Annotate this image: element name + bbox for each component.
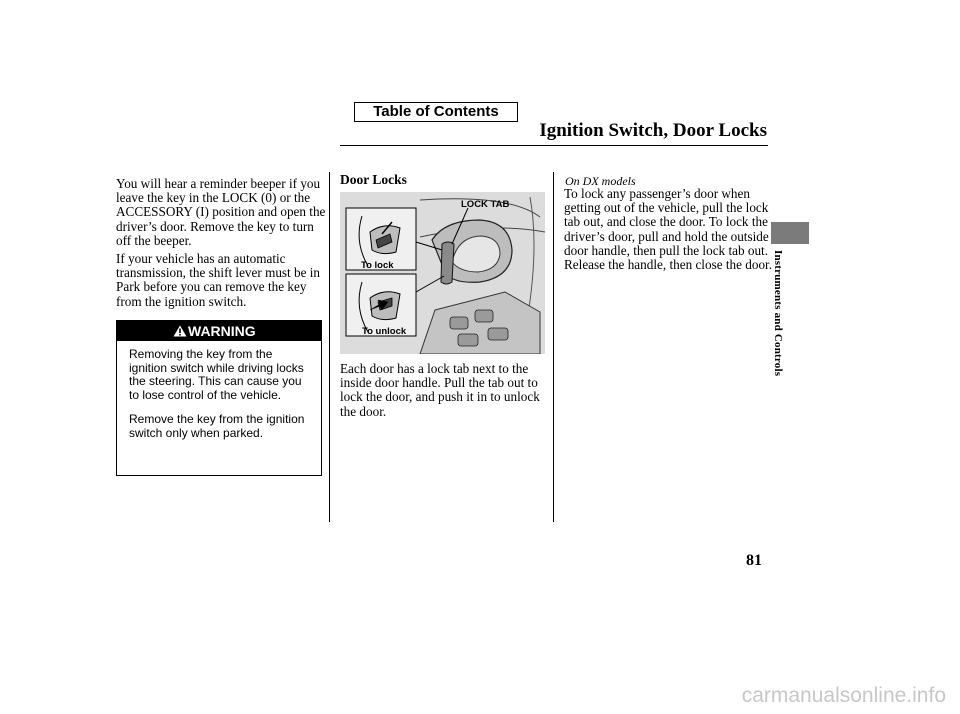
warning-body: [117, 341, 321, 441]
watermark: carmanualsonline.info: [741, 684, 946, 707]
warning-text-parked: Remove the key from the ignition switch only when parked.: [129, 412, 305, 440]
door-locks-heading: Door Locks: [340, 172, 407, 187]
model-note: On DX models: [565, 174, 636, 188]
warning-text-steering: Removing the key from the ignition switch while driving locks the steering. This can cause you to lose control of the vehicle.: [129, 347, 304, 402]
section-tab: [771, 222, 809, 244]
reminder-beeper-paragraph: You will hear a reminder beeper if you leave the key in the LOCK (0) or the ACCESSORY (I) position and open the driver’s door. Remove the key to turn off the beeper.: [116, 176, 326, 248]
section-side-text: Instruments and Controls: [772, 250, 784, 377]
header-rule: [340, 145, 768, 146]
door-lock-tab-paragraph: Each door has a lock tab next to the inside door handle. Pull the tab out to lock the door, and push it in to unlock the door.: [340, 361, 540, 419]
page-title: Ignition Switch, Door Locks: [539, 120, 767, 141]
page-number: 81: [746, 552, 762, 569]
to-lock-label: To lock: [361, 260, 394, 271]
table-of-contents-button[interactable]: Table of Contents: [354, 102, 518, 122]
door-lock-figure: [340, 192, 545, 354]
warning-header: [117, 321, 321, 341]
passenger-door-paragraph: To lock any passenger’s door when getting out of the vehicle, pull the lock tab out, and close the door. To lock the driver’s door, pull and hold the outside door handle, then pull the lock tab out. Release the handle, then close the door.: [564, 186, 772, 273]
warning-label: WARNING: [188, 323, 256, 339]
warning-box: [116, 320, 322, 476]
lock-tab-label: LOCK TAB: [461, 199, 510, 210]
section-side-label: [767, 250, 789, 375]
to-unlock-label: To unlock: [362, 326, 407, 337]
column-divider-right: [553, 172, 554, 522]
warning-triangle-icon: [173, 325, 187, 337]
shift-lever-paragraph: If your vehicle has an automatic transmission, the shift lever must be in Park before you can remove the key from the ignition switch.: [116, 251, 321, 309]
